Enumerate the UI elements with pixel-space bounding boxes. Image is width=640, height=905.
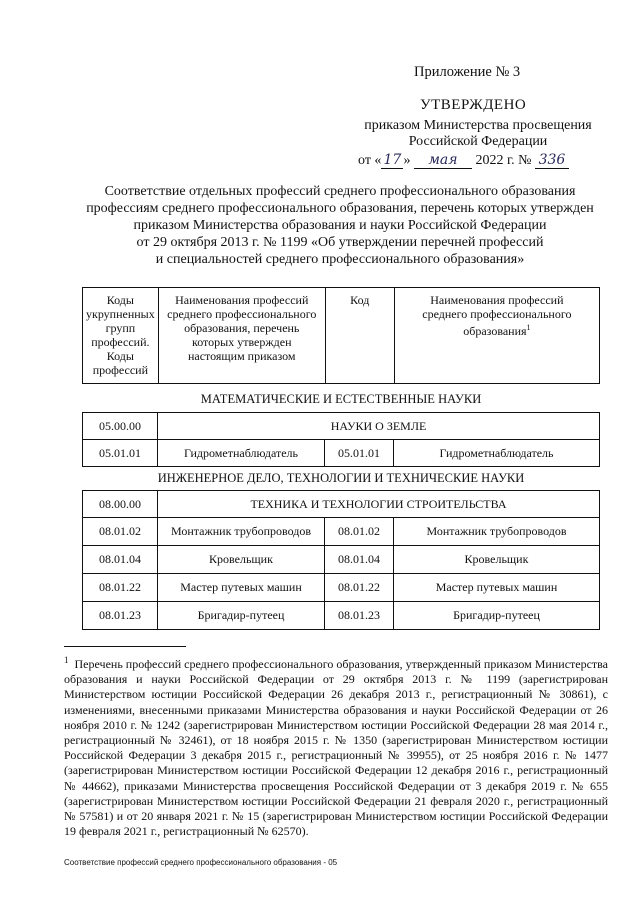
group-code: 08.00.00 xyxy=(83,491,158,518)
approved-stamp: УТВЕРЖДЕНО xyxy=(420,97,527,113)
table-row: 08.01.04 Кровельщик 08.01.04 Кровельщик xyxy=(83,546,600,574)
approval-line-1: приказом Министерства просвещения xyxy=(364,118,592,133)
handwritten-month: мая xyxy=(414,152,472,169)
header-col-old-names: Наименования профессий среднего профессионального образования$^1$ xyxy=(394,288,599,384)
group-row xyxy=(83,413,600,440)
handwritten-number: 336 xyxy=(535,152,569,169)
group-code: 05.00.00 xyxy=(83,413,158,440)
page-footer: Соответствие профессий среднего профессионального образования - 05 xyxy=(64,858,338,867)
footnote-ref: 1 xyxy=(526,323,531,332)
section-table-2 xyxy=(82,490,600,630)
footnote-divider xyxy=(64,646,186,647)
header-col-new-names: Наименования профессий среднего профессионального образования, перечень которых утвержден настоящим приказом xyxy=(158,288,325,384)
handwritten-day: 17 xyxy=(381,152,403,169)
approval-line-2: Российской Федерации xyxy=(408,134,548,149)
group-name: ТЕХНИКА И ТЕХНОЛОГИИ СТРОИТЕЛЬСТВА xyxy=(158,491,600,518)
title-line-3: приказом Министерства образования и науки Российской Федерации xyxy=(133,218,547,233)
title-line-1: Соответствие отдельных профессий среднего профессионального образования xyxy=(104,184,576,199)
table-header xyxy=(82,287,600,384)
title-line-4: от 29 октября 2013 г. № 1199 «Об утверждении перечней профессий xyxy=(136,235,544,250)
document-title xyxy=(70,183,610,268)
footnote-text: Перечень профессий среднего профессионального образования, утвержденный приказом Министерства образования и науки Российской Федерации от 29 октября 2013 г. № 1199 (зарегистрирован Министерством юстиции Российской Федерации 26 декабря 2013 г., регистрационный № 30861), с изменениями, внесенными приказами Министерства образования и науки Российской Федерации от 26 ноября 2010 г. № 1242 (зарегистрирован Министерством юстиции Российской Федерации 28 мая 2014 г., регистрационный № 32461), от 18 ноября 2015 г. № 1350 (зарегистрирован Министерством юстиции Российской Федерации 3 декабря 2015 г., регистрационный № 39955), от 25 ноября 2016 г. № 1477 (зарегистрирован Министерством юстиции Российской Федерации 12 декабря 2016 г., регистрационный № 44662), приказами Министерства просвещения Российской Федерации от 3 декабря 2019 г. № 655 (зарегистрирован Министерством юстиции Российской Федерации 21 февраля 2020 г., регистрационный № 57581) и от 20 января 2021 г. № 15 (зарегистрирован Министерством юстиции Российской Федерации 19 февраля 2021 г., регистрационный № 62570). xyxy=(64,657,608,839)
group-row xyxy=(83,491,600,518)
group-name: НАУКИ О ЗЕМЛЕ xyxy=(158,413,600,440)
table-row: 08.01.22 Мастер путевых машин 08.01.22 Мастер путевых машин xyxy=(83,574,600,602)
footnote xyxy=(64,653,608,839)
date-year: 2022 г. № xyxy=(475,153,532,168)
date-mid: » xyxy=(403,153,411,168)
section-table-1 xyxy=(82,412,600,467)
date-prefix: от « xyxy=(358,153,382,168)
appendix-label: Приложение № 3 xyxy=(414,64,521,80)
header-col-code: Код xyxy=(325,288,394,384)
approval-date-line xyxy=(358,152,618,169)
section-title-2: ИНЖЕНЕРНОЕ ДЕЛО, ТЕХНОЛОГИИ И ТЕХНИЧЕСКИЕ НАУКИ xyxy=(157,471,525,485)
table-row: 05.01.01 Гидрометнаблюдатель 05.01.01 Гидрометнаблюдатель xyxy=(83,440,600,467)
table-row: 08.01.02 Монтажник трубопроводов 08.01.02 Монтажник трубопроводов xyxy=(83,518,600,546)
title-line-5: и специальностей среднего профессионального образования» xyxy=(155,252,525,267)
footnote-marker: 1 xyxy=(64,655,69,665)
header-col-codes: Коды укрупненных групп профессий. Коды профессий xyxy=(83,288,159,384)
title-line-2: профессиям среднего профессионального образования, перечень которых утвержден xyxy=(86,201,594,216)
section-title-1: МАТЕМАТИЧЕСКИЕ И ЕСТЕСТВЕННЫЕ НАУКИ xyxy=(200,392,482,406)
table-row: 08.01.23 Бригадир-путеец 08.01.23 Бригадир-путеец xyxy=(83,602,600,630)
